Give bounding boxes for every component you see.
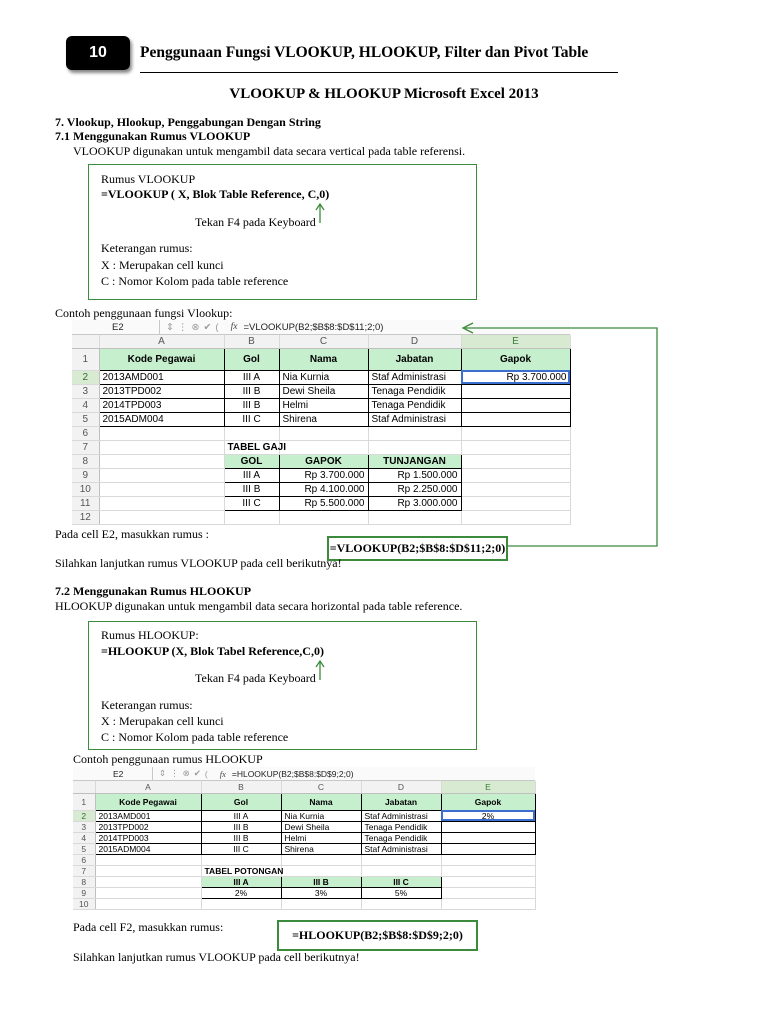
cell[interactable] [441,832,535,843]
cell[interactable]: 2014TPD003 [95,832,201,843]
sheet-grid [73,781,536,910]
cell[interactable] [441,876,535,887]
column-header[interactable]: B [201,781,281,793]
vlookup-formula-box [88,164,477,300]
cell[interactable] [441,854,535,865]
cell[interactable] [368,426,461,440]
hlookup-formula-callout: =HLOOKUP(B2;$B$8:$D$9;2;0) [277,920,478,951]
row-header[interactable]: 2 [73,810,95,821]
cell[interactable] [361,898,441,909]
cell[interactable]: 2015ADM004 [95,843,201,854]
row-header[interactable]: 10 [73,898,95,909]
cell[interactable]: 2015ADM004 [99,412,224,426]
function-icon[interactable]: ( [204,768,208,779]
ref-cell[interactable]: Rp 1.500.000 [368,468,461,482]
confirm-icon[interactable]: ✔ [203,321,212,333]
keterangan-c: C : Nomor Kolom pada table reference [101,274,289,288]
row-header[interactable]: 4 [73,832,95,843]
formula-bar-controls [153,768,214,779]
cell[interactable] [361,854,441,865]
table-header-cell[interactable]: Kode Pegawai [99,348,224,370]
function-icon[interactable]: ( [215,321,219,333]
row-header[interactable]: 2 [72,370,99,384]
cell[interactable] [224,510,279,524]
cell[interactable] [441,865,535,876]
column-header[interactable]: D [361,781,441,793]
row-header[interactable]: 7 [73,865,95,876]
fx-icon[interactable]: fx [230,322,238,332]
cell[interactable]: Dewi Sheila [281,821,361,832]
cell[interactable]: Staf Administrasi [361,810,441,821]
formula-bar-controls [160,322,225,333]
dots-icon: ⋮ [170,768,179,778]
hlookup-instruction: Pada cell F2, masukkan rumus: [73,920,224,934]
ref-cell[interactable]: Rp 3.000.000 [368,496,461,510]
ref-header-cell[interactable]: III A [201,876,281,887]
dots-icon: ⋮ [177,321,188,333]
table-header-cell[interactable]: Gol [224,348,279,370]
keterangan-c: C : Nomor Kolom pada table reference [101,730,289,744]
chapter-title: Penggunaan Fungsi VLOOKUP, HLOOKUP, Filter dan Pivot Table [140,44,589,61]
name-box[interactable]: E2 [72,320,160,334]
cell[interactable] [368,510,461,524]
confirm-icon[interactable]: ✔ [193,768,201,778]
row-header[interactable]: 11 [72,496,99,510]
formula-text[interactable]: =VLOOKUP(B2;$B$8:$D$11;2;0) [243,321,384,333]
ref-header-cell[interactable]: III B [281,876,361,887]
ref-cell[interactable]: III C [224,496,279,510]
cell[interactable] [361,865,441,876]
vlookup-instruction: Pada cell E2, masukkan rumus : [55,527,209,541]
select-all-corner[interactable] [72,335,99,348]
selected-cell-e2[interactable]: Rp 3.700.000 [461,370,570,384]
ref-header-cell[interactable]: GAPOK [279,454,368,468]
cell[interactable]: III C [201,843,281,854]
cell[interactable]: Dewi Sheila [279,384,368,398]
table-header-cell[interactable]: Gapok [441,793,535,810]
cell[interactable]: Nia Kurnia [279,370,368,384]
cell[interactable]: Helmi [281,832,361,843]
hlookup-example-label: Contoh penggunaan rumus HLOOKUP [73,752,263,766]
table-header-cell[interactable]: Nama [281,793,361,810]
cell[interactable] [95,854,201,865]
hlookup-formula-box [88,621,477,750]
row-header[interactable]: 1 [73,793,95,810]
row-header[interactable]: 6 [73,854,95,865]
row-header[interactable]: 8 [72,454,99,468]
name-box[interactable]: E2 [73,767,153,780]
row-header[interactable]: 8 [73,876,95,887]
cell[interactable] [441,843,535,854]
cell[interactable]: III A [224,370,279,384]
cell[interactable]: 2014TPD003 [99,398,224,412]
fx-icon[interactable]: fx [219,768,226,779]
f4-hint: Tekan F4 pada Keyboard [195,671,316,685]
keterangan-label: Keterangan rumus: [101,698,193,712]
up-arrow-icon [315,660,325,680]
ref-header-cell[interactable]: III C [361,876,441,887]
cell[interactable] [95,876,201,887]
ref-cell[interactable]: III A [224,468,279,482]
formula-syntax: =VLOOKUP ( X, Blok Table Reference, C,0) [101,187,330,201]
ref-header-cell[interactable]: GOL [224,454,279,468]
cell[interactable]: Staf Administrasi [368,412,461,426]
keterangan-x: X : Merupakan cell kunci [101,258,224,272]
column-header[interactable]: E [461,335,570,348]
cell[interactable] [201,898,281,909]
column-header[interactable]: A [95,781,201,793]
table-header-cell[interactable]: Gol [201,793,281,810]
row-header[interactable]: 3 [72,384,99,398]
cell[interactable]: Helmi [279,398,368,412]
up-arrow-icon [315,203,325,223]
cell[interactable] [99,440,224,454]
column-header[interactable]: C [281,781,361,793]
f4-hint: Tekan F4 pada Keyboard [195,215,316,229]
page-title: VLOOKUP & HLOOKUP Microsoft Excel 2013 [229,86,539,102]
cell[interactable]: III B [224,398,279,412]
cell[interactable] [279,440,368,454]
row-header[interactable]: 5 [73,843,95,854]
table-header-cell[interactable]: Nama [279,348,368,370]
cell[interactable] [441,898,535,909]
cell[interactable]: Tenaga Pendidik [368,398,461,412]
cell[interactable] [99,496,224,510]
keterangan-label: Keterangan rumus: [101,241,193,255]
cell[interactable]: 2013AMD001 [99,370,224,384]
cell[interactable] [99,468,224,482]
cell[interactable]: Staf Administrasi [361,843,441,854]
column-header[interactable]: C [279,335,368,348]
formula-bar [73,767,535,781]
ref-header-cell[interactable]: TUNJANGAN [368,454,461,468]
row-header[interactable]: 12 [72,510,99,524]
vlookup-description: VLOOKUP digunakan untuk mengambil data secara vertical pada table referensi. [73,144,466,158]
row-header[interactable]: 10 [72,482,99,496]
cell[interactable]: III A [201,810,281,821]
ref-cell[interactable]: Rp 2.250.000 [368,482,461,496]
column-header[interactable]: E [441,781,535,793]
keterangan-x: X : Merupakan cell kunci [101,714,224,728]
cancel-icon[interactable]: ⊗ [191,321,200,333]
cell[interactable] [281,898,361,909]
cell[interactable]: Tenaga Pendidik [368,384,461,398]
row-header[interactable]: 3 [73,821,95,832]
column-header[interactable]: D [368,335,461,348]
cell[interactable]: 2013TPD002 [95,821,201,832]
cell[interactable]: Tenaga Pendidik [361,821,441,832]
cell[interactable] [99,454,224,468]
cell[interactable]: Shirena [279,412,368,426]
ref-cell[interactable]: 2% [201,887,281,898]
cell[interactable] [281,865,361,876]
section-heading: 7. Vlookup, Hlookup, Penggabungan Dengan String [55,115,321,129]
cell[interactable]: 2013AMD001 [95,810,201,821]
cell[interactable] [441,887,535,898]
row-header[interactable]: 6 [72,426,99,440]
cell[interactable] [441,821,535,832]
cell[interactable] [95,865,201,876]
row-header[interactable]: 1 [72,348,99,370]
column-header[interactable]: A [99,335,224,348]
ref-cell[interactable]: 5% [361,887,441,898]
formula-box-label: Rumus VLOOKUP [101,172,196,186]
cell[interactable] [279,510,368,524]
ref-table-title[interactable]: TABEL POTONGAN [201,865,281,876]
table-header-cell[interactable]: Kode Pegawai [95,793,201,810]
table-header-cell[interactable]: Jabatan [368,348,461,370]
column-header[interactable]: B [224,335,279,348]
cell[interactable]: Tenaga Pendidik [361,832,441,843]
subsection-heading-hlookup: 7.2 Menggunakan Rumus HLOOKUP [55,584,252,598]
row-header[interactable]: 9 [73,887,95,898]
formula-text[interactable]: =HLOOKUP(B2;$B$8:$D$9;2;0) [231,768,354,779]
hlookup-spreadsheet [73,767,535,917]
cell[interactable] [224,426,279,440]
cell[interactable]: Shirena [281,843,361,854]
cell[interactable] [281,854,361,865]
chapter-number-badge: 10 [66,36,130,70]
formula-syntax: =HLOOKUP (X, Blok Tabel Reference,C,0) [101,644,324,658]
ref-cell[interactable]: Rp 4.100.000 [279,482,368,496]
table-header-cell[interactable]: Gapok [461,348,570,370]
cell[interactable]: Nia Kurnia [281,810,361,821]
cancel-icon[interactable]: ⊗ [182,768,190,778]
row-header[interactable]: 9 [72,468,99,482]
hlookup-continue-text: Silahkan lanjutkan rumus VLOOKUP pada cell berikutnya! [73,950,360,964]
cell[interactable]: III B [201,832,281,843]
subsection-heading-vlookup: 7.1 Menggunakan Rumus VLOOKUP [55,129,251,143]
callout-arrow-icon [455,322,665,552]
header-rule [140,72,618,73]
ref-cell[interactable]: Rp 5.500.000 [279,496,368,510]
vlookup-formula-callout: =VLOOKUP(B2;$B$8:$D$11;2;0) [327,536,508,561]
cell[interactable] [95,898,201,909]
cell[interactable]: III C [224,412,279,426]
cell[interactable] [99,482,224,496]
cell[interactable]: III B [201,821,281,832]
cell[interactable] [201,854,281,865]
row-header[interactable]: 5 [72,412,99,426]
vlookup-continue-text: Silahkan lanjutkan rumus VLOOKUP pada cell berikutnya! [55,556,342,570]
ref-cell[interactable]: 3% [281,887,361,898]
ref-cell[interactable]: Rp 3.700.000 [279,468,368,482]
ref-table-title[interactable]: TABEL GAJI [224,440,279,454]
row-header[interactable]: 4 [72,398,99,412]
cell[interactable]: 2013TPD002 [99,384,224,398]
select-all-corner[interactable] [73,781,95,793]
cell[interactable]: III B [224,384,279,398]
vlookup-example-label: Contoh penggunaan fungsi Vlookup: [55,306,233,320]
ref-cell[interactable]: III B [224,482,279,496]
cell[interactable] [99,426,224,440]
row-header[interactable]: 7 [72,440,99,454]
selected-cell-e2[interactable]: 2% [441,810,535,821]
hlookup-description: HLOOKUP digunakan untuk mengambil data secara horizontal pada table reference. [55,599,463,613]
cell[interactable] [279,426,368,440]
formula-box-label: Rumus HLOOKUP: [101,628,199,642]
table-header-cell[interactable]: Jabatan [361,793,441,810]
cell[interactable] [99,510,224,524]
cell[interactable] [368,440,461,454]
cell[interactable]: Staf Administrasi [368,370,461,384]
stepper-icon[interactable]: ⇕ [166,321,174,333]
stepper-icon[interactable]: ⇕ [159,768,167,778]
cell[interactable] [95,887,201,898]
